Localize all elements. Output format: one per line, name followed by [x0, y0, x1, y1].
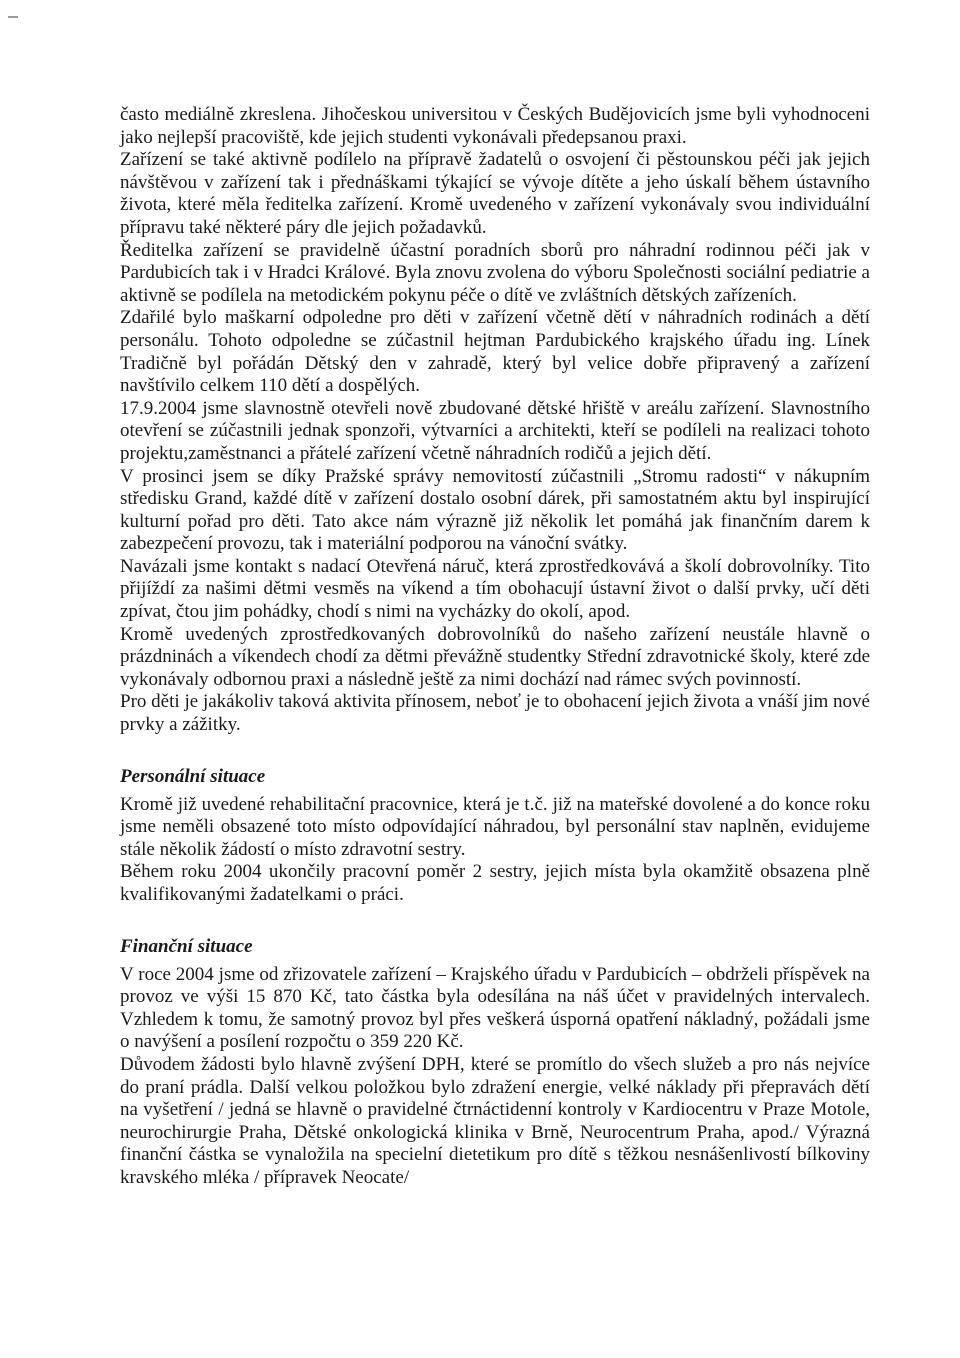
paragraph: Ředitelka zařízení se pravidelně účastní poradních sborů pro náhradní rodinnou péči jak v Pardubicích tak i v Hradci Králové. Byla znovu zvolena do výboru Společnosti sociální pediatrie a aktivně se podílela na metodickém pokynu péče o dítě ve zvláštních dětských zařízeních. — [120, 239, 870, 306]
paragraph: často mediálně zkreslena. Jihočeskou universitou v Českých Budějovicích jsme byli vyhodnoceni jako nejlepší pracoviště, kde jejich studenti vykonávali předepsanou praxi. — [120, 104, 870, 148]
paragraph: Pro děti je jakákoliv taková aktivita přínosem, neboť je to obohacení jejich života a vnáší jim nové prvky a zážitky. — [120, 691, 870, 736]
paragraph: Zdařilé bylo maškarní odpoledne pro děti v zařízení včetně dětí v náhradních rodinách a dětí personálu. Tohoto odpoledne se zúčastnil hejtman Pardubického krajského úřadu ing. Línek Tradičně byl pořádán Dětský den v zahradě, který byl velice dobře připravený a zařízení navštívilo celkem 110 dětí a dospělých. — [120, 307, 870, 397]
section-gap — [120, 907, 870, 936]
section-heading-financial: Finanční situace — [120, 935, 253, 957]
paragraph: Kromě již uvedené rehabilitační pracovnice, která je t.č. již na mateřské dovolené a do konce roku jsme neměli obsazené toto místo odpovídající náhradou, byl personální stav naplněn, evidujeme stále několik žádostí o místo zdravotní sestry. — [120, 793, 870, 860]
paragraph: Navázali jsme kontakt s nadací Otevřená náruč, která zprostředkovává a školí dobrovolníky. Tito přijíždí za našimi dětmi vesměs na víkend a tím obohacují ústavní život o další prvky, učí děti zpívat, čtou jim pohádky, chodí s nimi na vycházky do okolí, apod. — [120, 555, 870, 623]
paragraph: 17.9.2004 jsme slavnostně otevřeli nově zbudované dětské hřiště v areálu zařízení. Slavnostního otevření se zúčastnili jednak sponzoři, výtvarníci a architekti, kteří se podíleli na realizaci tohoto projektu,zaměstnanci a přátelé zařízení včetně náhradních rodičů a jejich dětí. — [120, 397, 870, 464]
paragraph: Zařízení se také aktivně podílelo na přípravě žadatelů o osvojení či pěstounskou péči jak jejich návštěvou v zařízení tak i přednáškami týkající se vývoje dítěte a jeho úskalí během ústavního života, které měla ředitelka zařízení. Kromě uvedeného v zařízení vykonávaly svou individuální přípravu také některé páry dle jejich požadavků. — [120, 149, 870, 238]
section-heading-personal: Personální situace — [120, 765, 266, 787]
section-gap — [120, 737, 870, 766]
document-page — [120, 104, 870, 1190]
scan-mark — [8, 16, 18, 18]
paragraph: Během roku 2004 ukončily pracovní poměr 2 sestry, jejich místa byla okamžitě obsazena plně kvalifikovanými žadatelkami o práci. — [120, 861, 870, 905]
paragraph: V roce 2004 jsme od zřizovatele zařízení – Krajského úřadu v Pardubicích – obdrželi příspěvek na provoz ve výši 15 870 Kč, tato částka byla odesílána na náš účet v pravidelných intervalech. Vzhledem k tomu, že samotný provoz byl přes veškerá úsporná opatření nákladný, požádali jsme o navýšení a posílení rozpočtu o 359 220 Kč. — [120, 963, 870, 1053]
paragraph: Důvodem žádosti bylo hlavně zvýšení DPH, které se promítlo do všech služeb a pro nás nejvíce do praní prádla. Další velkou položkou bylo zdražení energie, velké náklady při přepravách dětí na vyšetření / jedná se hlavně o pravidelné čtrnáctidenní kontroly v Kardiocentru v Praze Motole, neurochirurgie Praha, Dětské onkologická klinika v Brně, Neurocentrum Praha, apod./ Výrazná finanční částka se vynaložila na specielní dietetikum pro dítě s těžkou nesnášenlivostí bílkoviny kravského mléka / přípravek Neocate/ — [120, 1053, 870, 1188]
paragraph: V prosinci jsem se díky Pražské správy nemovitostí zúčastnili „Stromu radosti“ v nákupním středisku Grand, každé dítě v zařízení dostalo osobní dárek, při samostatném aktu byl inspirující kulturní pořad pro děti. Tato akce nám výrazně již několik let pomáhá jak finančním darem k zabezpečení provozu, tak i materiální podporou na vánoční svátky. — [120, 465, 870, 555]
paragraph: Kromě uvedených zprostředkovaných dobrovolníků do našeho zařízení neustále hlavně o prázdninách a víkendech chodí za dětmi převážně studentky Střední zdravotnické školy, které zde vykonávaly odbornou praxi a následně ještě za nimi dochází nad rámec svých povinností. — [120, 623, 870, 690]
